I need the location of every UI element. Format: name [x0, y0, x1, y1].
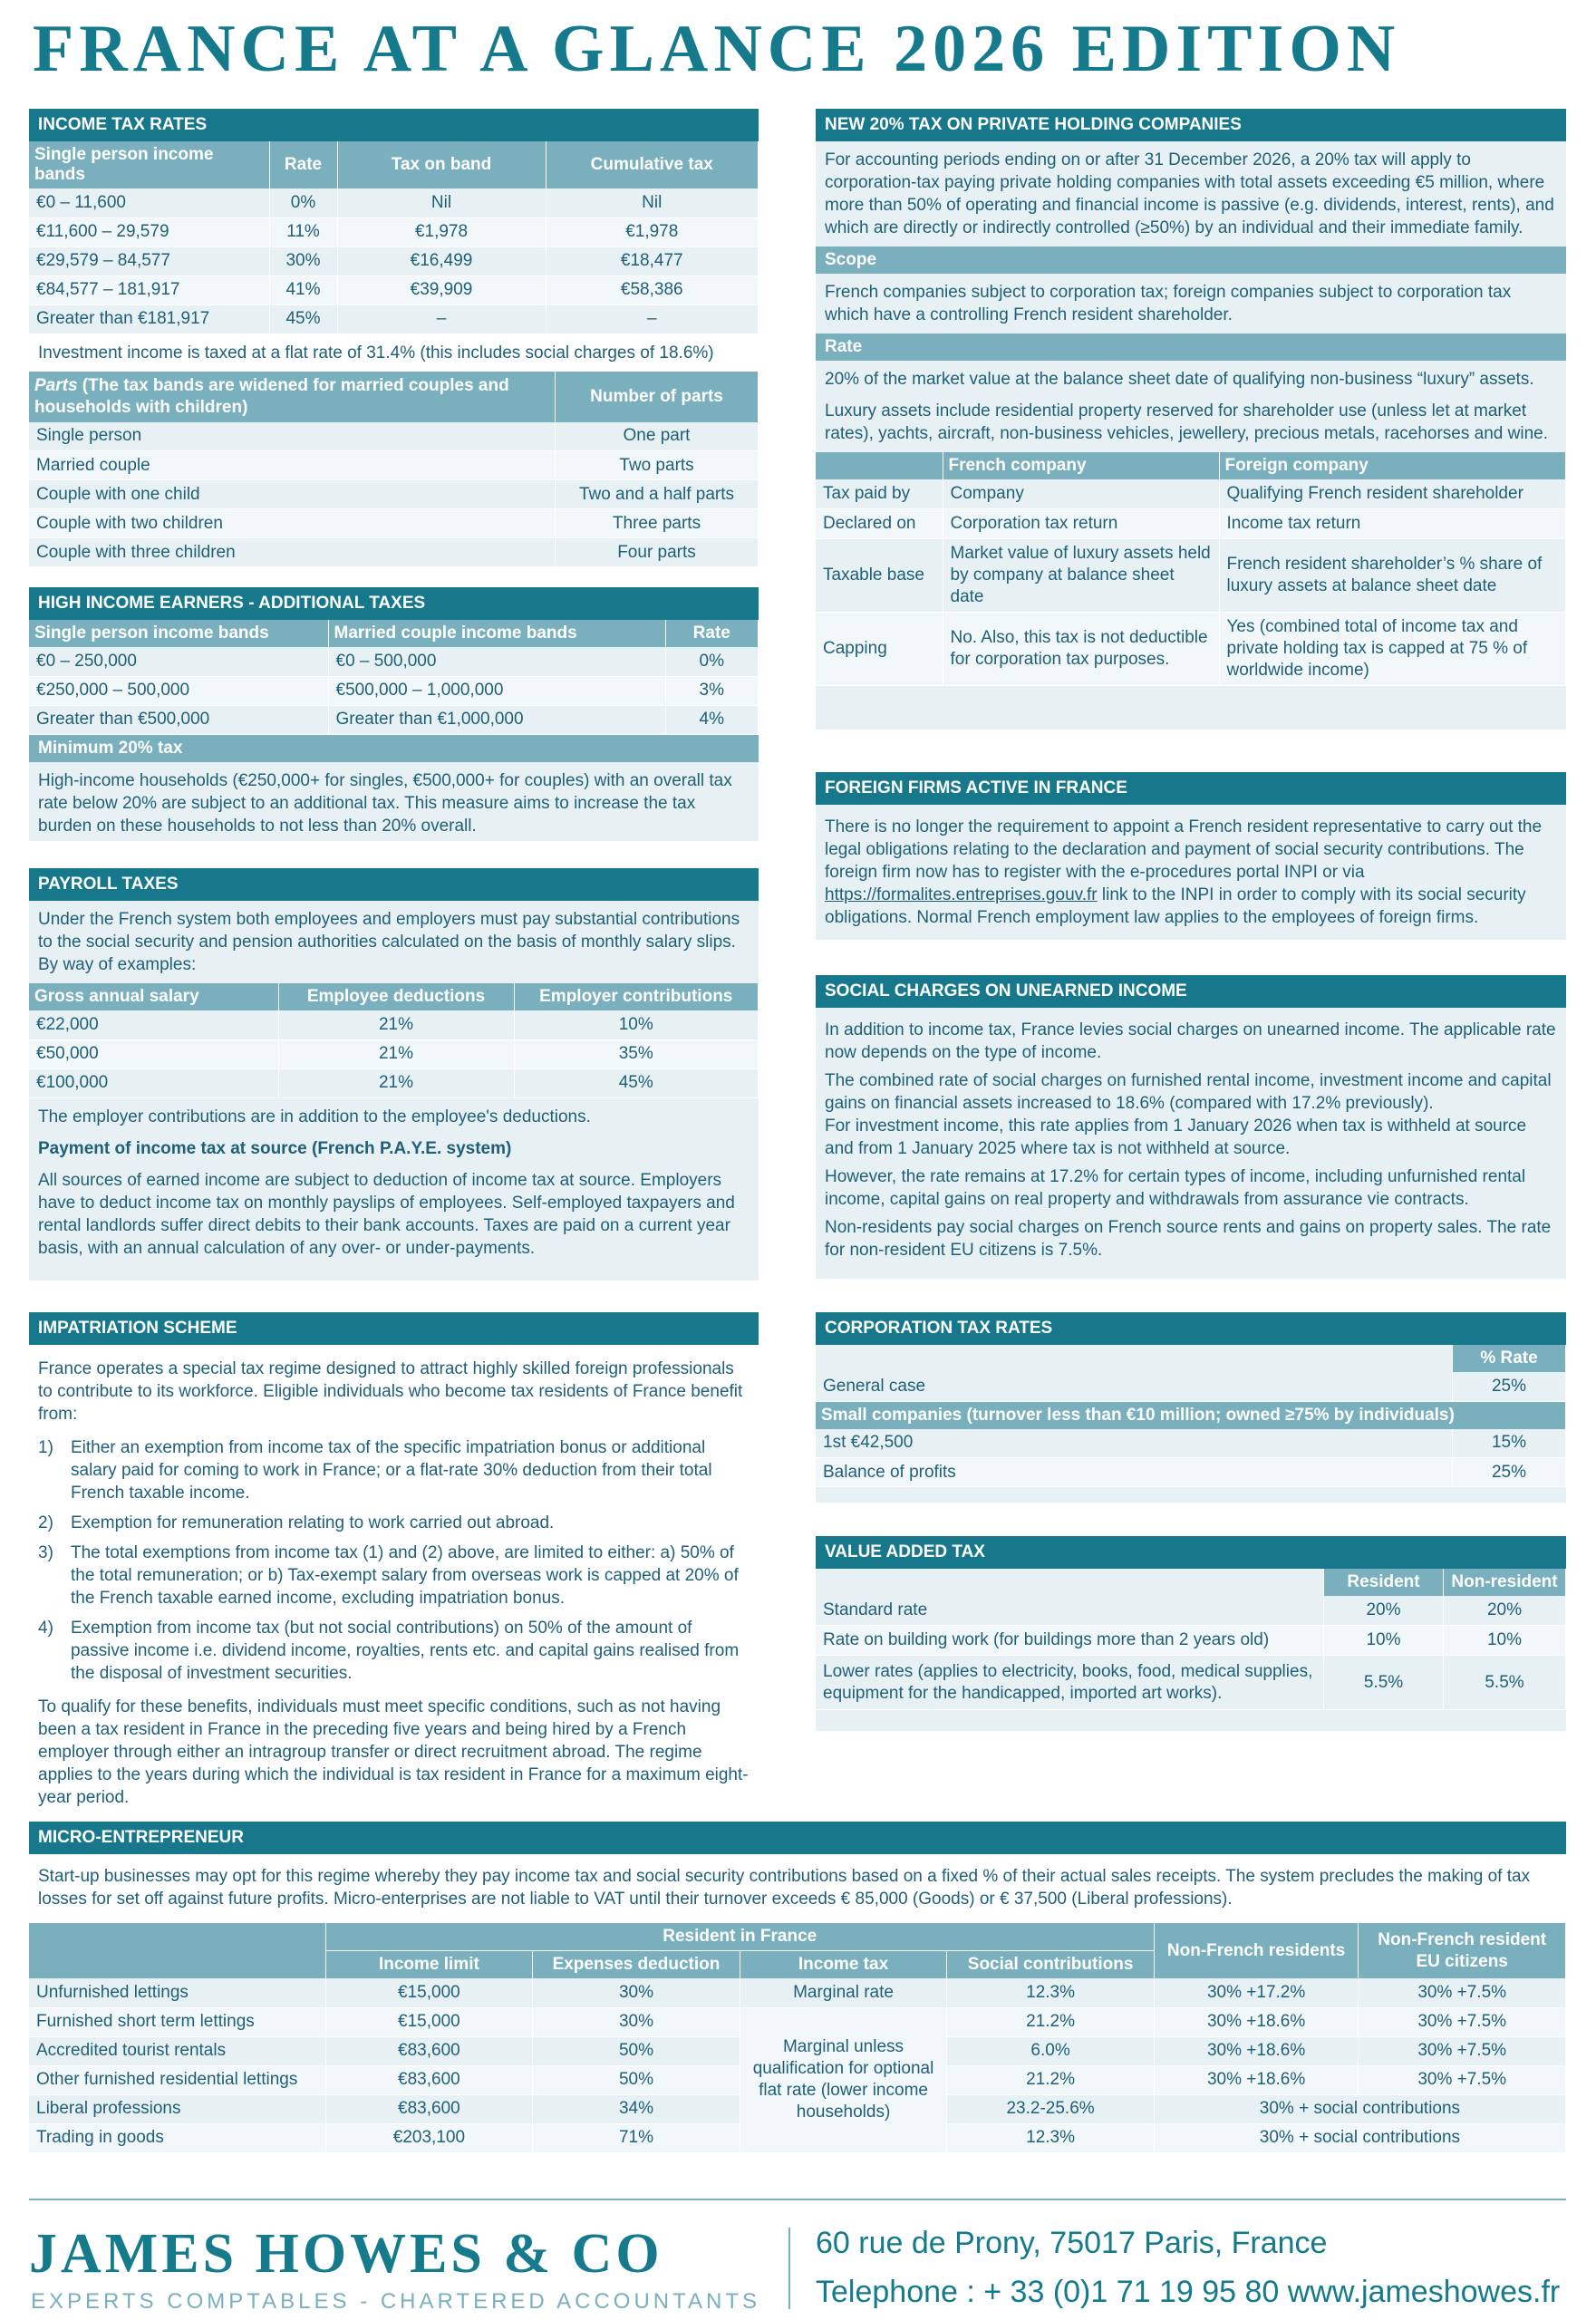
luxury-text: Luxury assets include residential property reserved for shareholder use (unless let at market rates), yachts, aircraft, non-business vehicles, jewellery, precious metals, racehorses and wine.: [825, 401, 1548, 443]
parts-count: One part: [556, 422, 759, 451]
column-header: Single person income bands: [29, 620, 328, 647]
table-row: [29, 538, 759, 567]
social-contributions: 12.3%: [947, 2123, 1155, 2152]
column-header: Social contributions: [947, 1951, 1155, 1979]
tax-on-band: €1,978: [337, 218, 546, 246]
social-contributions: 12.3%: [947, 1978, 1155, 2007]
activity-label: Liberal professions: [29, 2094, 325, 2123]
table-row: [816, 509, 1566, 539]
row-label: Tax paid by: [816, 479, 943, 509]
section-heading: PAYROLL TAXES: [29, 868, 759, 901]
table-row: [29, 647, 759, 676]
holding-section: [816, 109, 1566, 730]
section-heading: NEW 20% TAX ON PRIVATE HOLDING COMPANIES: [816, 109, 1566, 141]
salary-value: €50,000: [29, 1039, 278, 1068]
income-limit: €83,600: [325, 2036, 533, 2065]
rate-value: 41%: [269, 276, 337, 304]
table-row: [29, 422, 759, 451]
section-heading: SOCIAL CHARGES ON UNEARNED INCOME: [816, 975, 1566, 1008]
household-type: Married couple: [29, 451, 556, 480]
table-row: [816, 1656, 1566, 1710]
column-header: Married couple income bands: [328, 620, 665, 647]
salary-value: €100,000: [29, 1068, 278, 1097]
income-limit: €83,600: [325, 2065, 533, 2094]
list-text: The total exemptions from income tax (1) and (2) above, are limited to either: a) 50% of the total remuneration; or b) Tax-exempt salary from overseas work is capped at 20% of the French taxable earned income, excluding impatriation bonus.: [71, 1543, 739, 1608]
section-heading: IMPATRIATION SCHEME: [29, 1312, 759, 1345]
resident-rate: 5.5%: [1324, 1656, 1444, 1710]
vat-table: [816, 1569, 1566, 1710]
employer-rate: 10%: [514, 1010, 759, 1039]
row-label: Balance of profits: [816, 1458, 1453, 1487]
inpi-link[interactable]: https://formalites.entreprises.gouv.fr: [825, 885, 1098, 904]
row-label: Capping: [816, 613, 943, 686]
nonresident-rate: 10%: [1444, 1626, 1566, 1656]
income-band: €11,600 – 29,579: [29, 218, 269, 246]
section-heading: CORPORATION TAX RATES: [816, 1312, 1566, 1345]
french-company-value: Company: [943, 479, 1219, 509]
single-band: €0 – 250,000: [29, 647, 328, 676]
activity-label: Accredited tourist rentals: [29, 2036, 325, 2065]
expenses-deduction: 34%: [533, 2094, 740, 2123]
resident-rate: 10%: [1324, 1626, 1444, 1656]
nonfrench-eu-rate: 30% +7.5%: [1359, 2007, 1566, 2036]
section-heading: FOREIGN FIRMS ACTIVE IN FRANCE: [816, 772, 1566, 805]
table-row: [29, 1068, 759, 1097]
employee-rate: 21%: [278, 1068, 514, 1097]
single-band: Greater than €500,000: [29, 705, 328, 734]
investment-note: Investment income is taxed at a flat rate of 31.4% (this includes social charges of 18.6%): [29, 334, 759, 372]
paragraph: In addition to income tax, France levies social charges on unearned income. The applicable rate now depends on the type of income.: [825, 1020, 1556, 1062]
brand-tagline: EXPERTS COMPTABLES - CHARTERED ACCOUNTANTS: [31, 2289, 760, 2314]
nonresident-rate: 20%: [1444, 1596, 1566, 1626]
nonfrench-eu-rate: 30% +7.5%: [1359, 2036, 1566, 2065]
couple-band: €500,000 – 1,000,000: [328, 676, 665, 705]
cumulative-tax: €18,477: [546, 246, 759, 276]
table-row: [29, 451, 759, 480]
salary-value: €22,000: [29, 1010, 278, 1039]
high-income-table: [29, 620, 759, 735]
table-row: [816, 539, 1566, 613]
section-heading: HIGH INCOME EARNERS - ADDITIONAL TAXES: [29, 587, 759, 620]
cumulative-tax: €58,386: [546, 276, 759, 304]
foreign-company-value: Income tax return: [1219, 509, 1566, 539]
income-band: Greater than €181,917: [29, 304, 269, 334]
address: 60 rue de Prony, 75017 Paris, France: [816, 2226, 1328, 2260]
column-header: Employer contributions: [514, 983, 759, 1010]
nonresident-rate: 30% + social contributions: [1154, 2123, 1565, 2152]
rate-value: 11%: [269, 218, 337, 246]
nonresident-rate: 5.5%: [1444, 1656, 1566, 1710]
paragraph: For investment income, this rate applies from 1 January 2026 when tax is withheld at source and from 1 January 2025 where tax is not withheld at source.: [825, 1116, 1527, 1158]
rate-text: 20% of the market value at the balance sheet date of qualifying non-business “luxury” assets.: [825, 370, 1534, 389]
row-label: Taxable base: [816, 539, 943, 613]
couple-band: €0 – 500,000: [328, 647, 665, 676]
vat-category: Standard rate: [816, 1596, 1324, 1626]
parts-header: Parts (The tax bands are widened for married couples and households with children): [29, 372, 556, 422]
row-label: Declared on: [816, 509, 943, 539]
expenses-deduction: 30%: [533, 2007, 740, 2036]
household-type: Couple with one child: [29, 480, 556, 509]
table-row: [29, 480, 759, 509]
column-header: Income limit: [325, 1951, 533, 1979]
nonfrench-rate: 30% +18.6%: [1154, 2065, 1359, 2094]
column-header: [816, 452, 943, 479]
foreign-company-value: Qualifying French resident shareholder: [1219, 479, 1566, 509]
social-contributions: 23.2-25.6%: [947, 2094, 1155, 2123]
table-row: [816, 613, 1566, 686]
column-header: Resident: [1324, 1569, 1444, 1596]
rate-value: 25%: [1453, 1372, 1566, 1401]
tax-on-band: €39,909: [337, 276, 546, 304]
rate-value: 0%: [665, 647, 759, 676]
parts-count: Three parts: [556, 509, 759, 538]
activity-label: Unfurnished lettings: [29, 1978, 325, 2007]
couple-band: Greater than €1,000,000: [328, 705, 665, 734]
parts-count: Four parts: [556, 538, 759, 567]
nonfrench-rate: 30% +18.6%: [1154, 2007, 1359, 2036]
activity-label: Other furnished residential lettings: [29, 2065, 325, 2094]
income-band: €29,579 – 84,577: [29, 246, 269, 276]
tax-on-band: €16,499: [337, 246, 546, 276]
table-row: [29, 276, 759, 304]
small-companies-heading: Small companies (turnover less than €10 million; owned ≥75% by individuals): [816, 1401, 1566, 1429]
household-type: Couple with two children: [29, 509, 556, 538]
footer-divider: [29, 2199, 1566, 2200]
expenses-deduction: 50%: [533, 2036, 740, 2065]
single-band: €250,000 – 500,000: [29, 676, 328, 705]
table-row: [816, 479, 1566, 509]
french-company-value: No. Also, this tax is not deductible for corporation tax purposes.: [943, 613, 1219, 686]
foreign-firms-section: [816, 772, 1566, 940]
nonfrench-rate: 30% +17.2%: [1154, 1978, 1359, 2007]
corporation-tax-table: [816, 1345, 1566, 1487]
rate-value: 0%: [269, 188, 337, 218]
minimum-tax-heading: Minimum 20% tax: [29, 735, 759, 762]
payroll-note: The employer contributions are in addition to the employee's deductions.: [38, 1107, 591, 1126]
column-header: Non-resident: [1444, 1569, 1566, 1596]
payroll-section: [29, 868, 759, 1281]
paye-heading: Payment of income tax at source (French P.A.Y.E. system): [38, 1138, 512, 1158]
holding-intro: For accounting periods ending on or after 31 December 2026, a 20% tax will apply to corporation-tax paying private holding companies with total assets exceeding €5 million, where more than 50% of operating and financial income is passive (e.g. dividends, interest, rents), and which are directly or indirectly controlled (≥50%) by an individual and their immediate family.: [825, 150, 1554, 237]
foreign-company-value: French resident shareholder’s % share of luxury assets at balance sheet date: [1219, 539, 1566, 613]
list-number: 1): [38, 1438, 53, 1457]
column-header: Gross annual salary: [29, 983, 278, 1010]
paye-text: All sources of earned income are subject to deduction of income tax at source. Employers have to deduct income tax on monthly payslips of employees. Self-employed taxpayers and rental landlords suffer direct debits to their bank accounts. Taxes are paid on a current year basis, with an annual calculation of any over- or under-payments.: [38, 1170, 735, 1258]
paragraph: The combined rate of social charges on furnished rental income, investment income and capital gains on financial assets increased to 18.6% (compared with 17.2% previously).: [825, 1071, 1552, 1113]
employee-rate: 21%: [278, 1039, 514, 1068]
activity-label: Trading in goods: [29, 2123, 325, 2152]
social-contributions: 6.0%: [947, 2036, 1155, 2065]
activity-label: Furnished short term lettings: [29, 2007, 325, 2036]
social-contributions: 21.2%: [947, 2007, 1155, 2036]
income-tax-section: [29, 109, 759, 562]
rate-value: 3%: [665, 676, 759, 705]
cumulative-tax: –: [546, 304, 759, 334]
vat-category: Rate on building work (for buildings more than 2 years old): [816, 1626, 1324, 1656]
column-header: Foreign company: [1219, 452, 1566, 479]
income-limit: €83,600: [325, 2094, 533, 2123]
contact-phone-web: Telephone : + 33 (0)1 71 19 95 80 www.jameshowes.fr: [816, 2275, 1561, 2309]
minimum-tax-text: High-income households (€250,000+ for singles, €500,000+ for couples) with an overall tax rate below 20% are subject to an additional tax. This measure aims to increase the tax burden on these households to not less than 20% overall.: [38, 770, 732, 836]
rate-value: 4%: [665, 705, 759, 734]
list-item: [29, 1613, 759, 1688]
income-limit: €15,000: [325, 2007, 533, 2036]
resident-group-header: Resident in France: [325, 1923, 1154, 1951]
table-row: [29, 1978, 1566, 2007]
table-row: [816, 1626, 1566, 1656]
impatriation-intro: France operates a special tax regime designed to attract highly skilled foreign professionals to contribute to its workforce. Eligible individuals who become tax residents of France benefit from:: [38, 1359, 743, 1424]
income-tax-value: Marginal unless qualification for optional flat rate (lower income households): [740, 2007, 947, 2152]
rate-value: 30%: [269, 246, 337, 276]
table-row: [29, 509, 759, 538]
rate-value: 45%: [269, 304, 337, 334]
foreign-company-value: Yes (combined total of income tax and private holding tax is capped at 75 % of worldwide income): [1219, 613, 1566, 686]
micro-table: [29, 1923, 1566, 2153]
high-income-section: [29, 587, 759, 841]
household-type: Single person: [29, 422, 556, 451]
social-charges-text: [816, 1008, 1566, 1262]
list-item: [29, 1433, 759, 1508]
employee-rate: 21%: [278, 1010, 514, 1039]
cumulative-tax: €1,978: [546, 218, 759, 246]
list-item: [29, 1508, 759, 1538]
column-header: Cumulative tax: [546, 141, 759, 188]
impatriation-list: [29, 1433, 759, 1688]
brand-name: JAMES HOWES & CO: [29, 2223, 663, 2285]
corporation-tax-section: [816, 1312, 1566, 1503]
table-row: [29, 705, 759, 734]
list-number: 3): [38, 1543, 53, 1562]
table-row: [816, 1596, 1566, 1626]
section-heading: VALUE ADDED TAX: [816, 1536, 1566, 1569]
vat-section: [816, 1536, 1566, 1731]
payroll-table: [29, 983, 759, 1098]
list-number: 2): [38, 1513, 53, 1532]
tax-on-band: Nil: [337, 188, 546, 218]
table-row: [29, 2007, 1566, 2036]
page-title: FRANCE AT A GLANCE 2026 EDITION: [33, 12, 1401, 86]
list-text: Exemption for remuneration relating to work carried out abroad.: [71, 1513, 555, 1532]
list-text: Either an exemption from income tax of the specific impatriation bonus or additional salary paid for coming to work in France; or a flat-rate 30% deduction from their total French taxable income.: [71, 1438, 712, 1503]
column-header: French company: [943, 452, 1219, 479]
table-row: [29, 218, 759, 246]
column-header: Single person income bands: [29, 141, 269, 188]
column-header: Rate: [269, 141, 337, 188]
income-limit: €203,100: [325, 2123, 533, 2152]
expenses-deduction: 71%: [533, 2123, 740, 2152]
column-header: % Rate: [1453, 1345, 1566, 1372]
employer-rate: 45%: [514, 1068, 759, 1097]
rate-value: 25%: [1453, 1458, 1566, 1487]
footer-separator: [788, 2228, 790, 2309]
parts-count-header: Number of parts: [556, 372, 759, 422]
income-band: €0 – 11,600: [29, 188, 269, 218]
nonfrench-header: Non-French residents: [1154, 1923, 1359, 1978]
column-header: Rate: [665, 620, 759, 647]
section-heading: INCOME TAX RATES: [29, 109, 759, 141]
resident-rate: 20%: [1324, 1596, 1444, 1626]
table-row: [29, 304, 759, 334]
column-header: Tax on band: [337, 141, 546, 188]
income-tax-value: Marginal rate: [740, 1978, 947, 2007]
micro-section: [29, 1822, 1566, 2161]
section-heading: MICRO-ENTREPRENEUR: [29, 1822, 1566, 1854]
rate-value: 15%: [1453, 1429, 1566, 1458]
list-number: 4): [38, 1619, 53, 1638]
table-row: [29, 1010, 759, 1039]
impatriation-closing: To qualify for these benefits, individuals must meet specific conditions, such as not having been a tax resident in France in the preceding five years and being hired by a French employer through either an intragroup transfer or direct recruitment abroad. The regime applies to the years during which the individual is tax resident in France for a maximum eight-year period.: [38, 1697, 749, 1807]
nonfrench-eu-rate: 30% +7.5%: [1359, 2065, 1566, 2094]
expenses-deduction: 30%: [533, 1978, 740, 2007]
social-contributions: 21.2%: [947, 2065, 1155, 2094]
table-row: [29, 1039, 759, 1068]
paragraph: Non-residents pay social charges on French source rents and gains on property sales. The rate for non-resident EU citizens is 7.5%.: [825, 1218, 1552, 1260]
column-header: Employee deductions: [278, 983, 514, 1010]
nonfrench-eu-header: Non-French resident EU citizens: [1359, 1923, 1566, 1978]
scope-heading: Scope: [816, 246, 1566, 274]
cumulative-tax: Nil: [546, 188, 759, 218]
column-header: Expenses deduction: [533, 1951, 740, 1979]
row-label: General case: [816, 1372, 1453, 1401]
employer-rate: 35%: [514, 1039, 759, 1068]
column-header: Income tax: [740, 1951, 947, 1979]
income-tax-table: [29, 141, 759, 334]
payroll-intro: Under the French system both employees and employers must pay substantial contributions to the social security and pension authorities calculated on the basis of monthly salary slips. By way of examples:: [38, 910, 740, 974]
french-company-value: Corporation tax return: [943, 509, 1219, 539]
social-charges-section: [816, 975, 1566, 1279]
paragraph: However, the rate remains at 17.2% for certain types of income, including unfurnished rental income, capital gains on real property and withdrawals from assurance vie contracts.: [825, 1167, 1526, 1209]
table-row: [29, 188, 759, 218]
nonfrench-eu-rate: 30% +7.5%: [1359, 1978, 1566, 2007]
household-type: Couple with three children: [29, 538, 556, 567]
vat-category: Lower rates (applies to electricity, books, food, medical supplies, equipment for the handicapped, imported art works).: [816, 1656, 1324, 1710]
holding-table: [816, 452, 1566, 686]
french-company-value: Market value of luxury assets held by company at balance sheet date: [943, 539, 1219, 613]
table-row: [29, 676, 759, 705]
micro-intro: Start-up businesses may opt for this regime whereby they pay income tax and social security contributions based on a fixed % of their actual sales receipts. The system precludes the making of tax losses for set off against future profits. Micro-enterprises are not liable to VAT until their turnover exceeds € 85,000 (Goods) or € 37,500 (Liberal professions).: [38, 1867, 1531, 1909]
parts-table: [29, 372, 759, 568]
tax-on-band: –: [337, 304, 546, 334]
parts-count: Two parts: [556, 451, 759, 480]
table-row: [29, 246, 759, 276]
list-text: Exemption from income tax (but not social contributions) on 50% of the amount of passive income i.e. dividend income, royalties, rents etc. and capital gains realised from the disposal of investment securities.: [71, 1619, 740, 1683]
list-item: [29, 1538, 759, 1613]
parts-count: Two and a half parts: [556, 480, 759, 509]
foreign-firms-text: There is no longer the requirement to appoint a French resident representative to carry out the legal obligations relating to the declaration and payment of social security contributions. The foreign firm now has to register with the e-procedures portal INPI or via https://formalites.entreprises.gouv.fr link to the INPI in order to comply with its social security obligations. Normal French employment law applies to the employees of foreign firms.: [825, 817, 1543, 927]
nonresident-rate: 30% + social contributions: [1154, 2094, 1565, 2123]
scope-text: French companies subject to corporation tax; foreign companies subject to corporation tax which have a controlling French resident shareholder.: [825, 283, 1512, 324]
income-band: €84,577 – 181,917: [29, 276, 269, 304]
income-limit: €15,000: [325, 1978, 533, 2007]
expenses-deduction: 50%: [533, 2065, 740, 2094]
rate-heading: Rate: [816, 334, 1566, 361]
row-label: 1st €42,500: [816, 1429, 1453, 1458]
nonfrench-rate: 30% +18.6%: [1154, 2036, 1359, 2065]
impatriation-section: [29, 1312, 759, 1807]
